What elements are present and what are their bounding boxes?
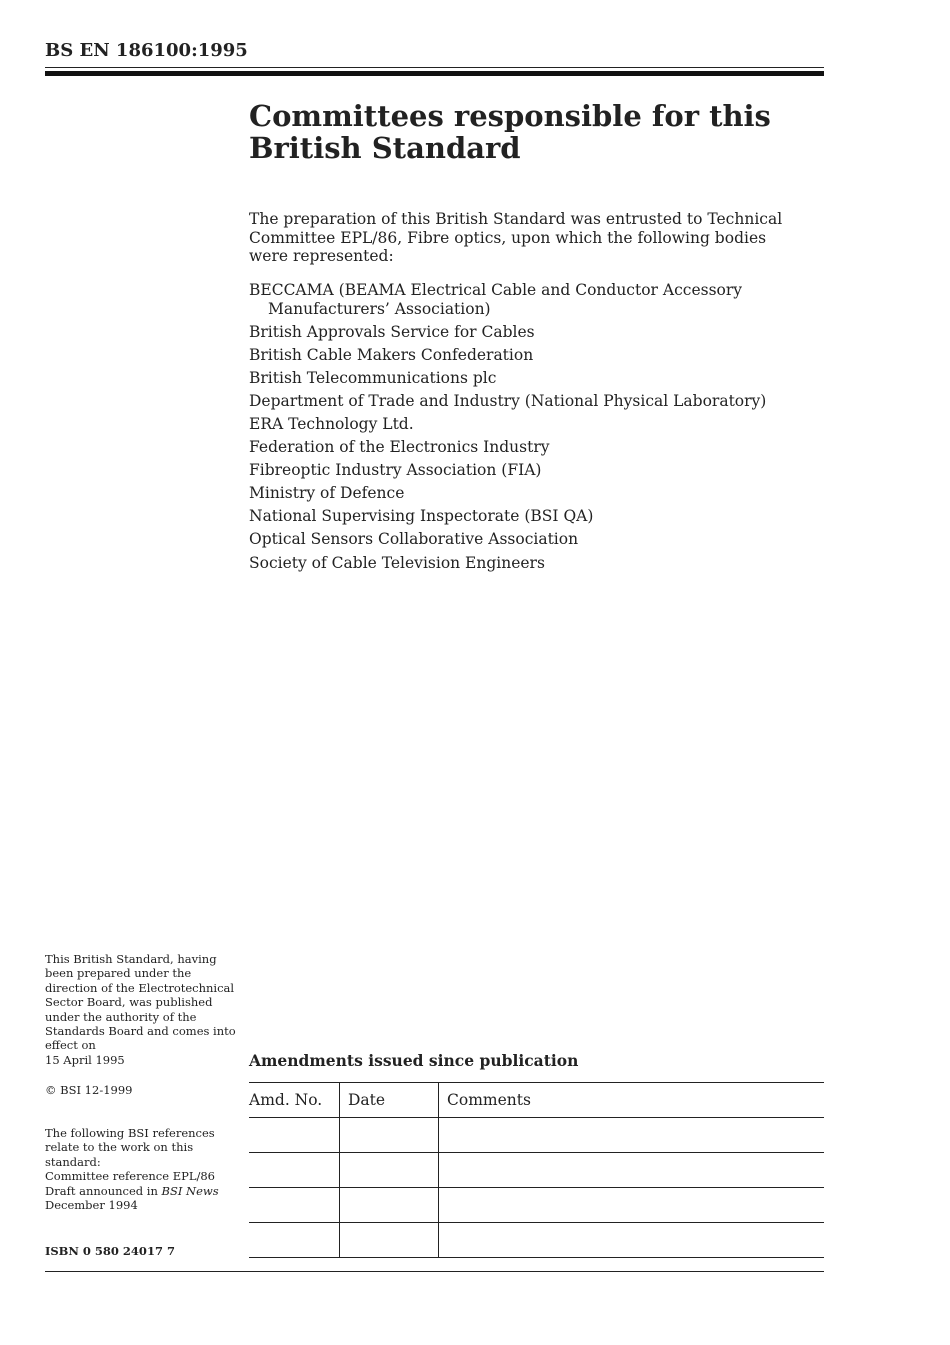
list-item: British Cable Makers Confederation (249, 345, 534, 364)
table-row (249, 1223, 824, 1258)
intro-paragraph: The preparation of this British Standard was entrusted to Technical Committee EPL/86, Fibre optics, upon which the following bodies were represented: (249, 210, 783, 265)
represented-bodies-list (249, 281, 809, 577)
comments-cell (439, 1118, 825, 1153)
amendments-title: Amendments issued since publication (249, 1051, 579, 1070)
column-header-date: Date (340, 1083, 439, 1118)
header-rule-thick (45, 71, 824, 76)
amd-no-cell (249, 1188, 340, 1223)
footer-rule (45, 1271, 824, 1272)
publication-note (45, 952, 245, 1067)
amd-no-cell (249, 1223, 340, 1258)
table-row (249, 1188, 824, 1223)
list-item: Department of Trade and Industry (National Physical Laboratory) (249, 391, 767, 410)
table-row (249, 1153, 824, 1188)
list-item: British Telecommunications plc (249, 368, 497, 387)
publication-note-text: This British Standard, having been prepared under the direction of the Electrotechnical Sector Board, was published under the authority of the Standards Board and comes into effect on (45, 952, 236, 1053)
amendments-table (249, 1082, 824, 1258)
standard-code: BS EN 186100:1995 (45, 40, 248, 61)
bsi-references (45, 1126, 245, 1212)
table-row (249, 1118, 824, 1153)
page-title: Committees responsible for this British Standard (249, 99, 771, 165)
isbn: ISBN 0 580 24017 7 (45, 1244, 175, 1258)
references-intro: The following BSI references relate to the work on this standard: (45, 1126, 215, 1169)
comments-cell (439, 1223, 825, 1258)
date-cell (340, 1188, 439, 1223)
column-header-comments: Comments (439, 1083, 825, 1118)
date-cell (340, 1118, 439, 1153)
list-item: Society of Cable Television Engineers (249, 553, 545, 572)
list-item: Ministry of Defence (249, 484, 405, 503)
date-cell (340, 1153, 439, 1188)
copyright-notice: © BSI 12-1999 (45, 1083, 133, 1097)
amd-no-cell (249, 1118, 340, 1153)
list-item: ERA Technology Ltd. (249, 414, 414, 433)
amd-no-cell (249, 1153, 340, 1188)
list-item: National Supervising Inspectorate (BSI QA) (249, 507, 594, 526)
draft-source: BSI News (161, 1183, 219, 1198)
committee-reference: Committee reference EPL/86 (45, 1169, 215, 1184)
list-item: Optical Sensors Collaborative Association (249, 530, 579, 549)
header-rule-thin (45, 67, 824, 68)
draft-prefix: Draft announced in (45, 1183, 158, 1198)
effective-date: 15 April 1995 (45, 1052, 125, 1067)
list-item: BECCAMA (BEAMA Electrical Cable and Conductor Accessory Manufacturers’ Association) (249, 281, 743, 318)
comments-cell (439, 1188, 825, 1223)
draft-announcement (45, 1184, 245, 1198)
list-item: Federation of the Electronics Industry (249, 438, 550, 457)
list-item: Fibreoptic Industry Association (FIA) (249, 461, 542, 480)
comments-cell (439, 1153, 825, 1188)
table-header-row (249, 1083, 824, 1118)
list-item: British Approvals Service for Cables (249, 322, 535, 341)
column-header-amd-no: Amd. No. (249, 1083, 340, 1118)
date-cell (340, 1223, 439, 1258)
draft-date: December 1994 (45, 1198, 138, 1213)
